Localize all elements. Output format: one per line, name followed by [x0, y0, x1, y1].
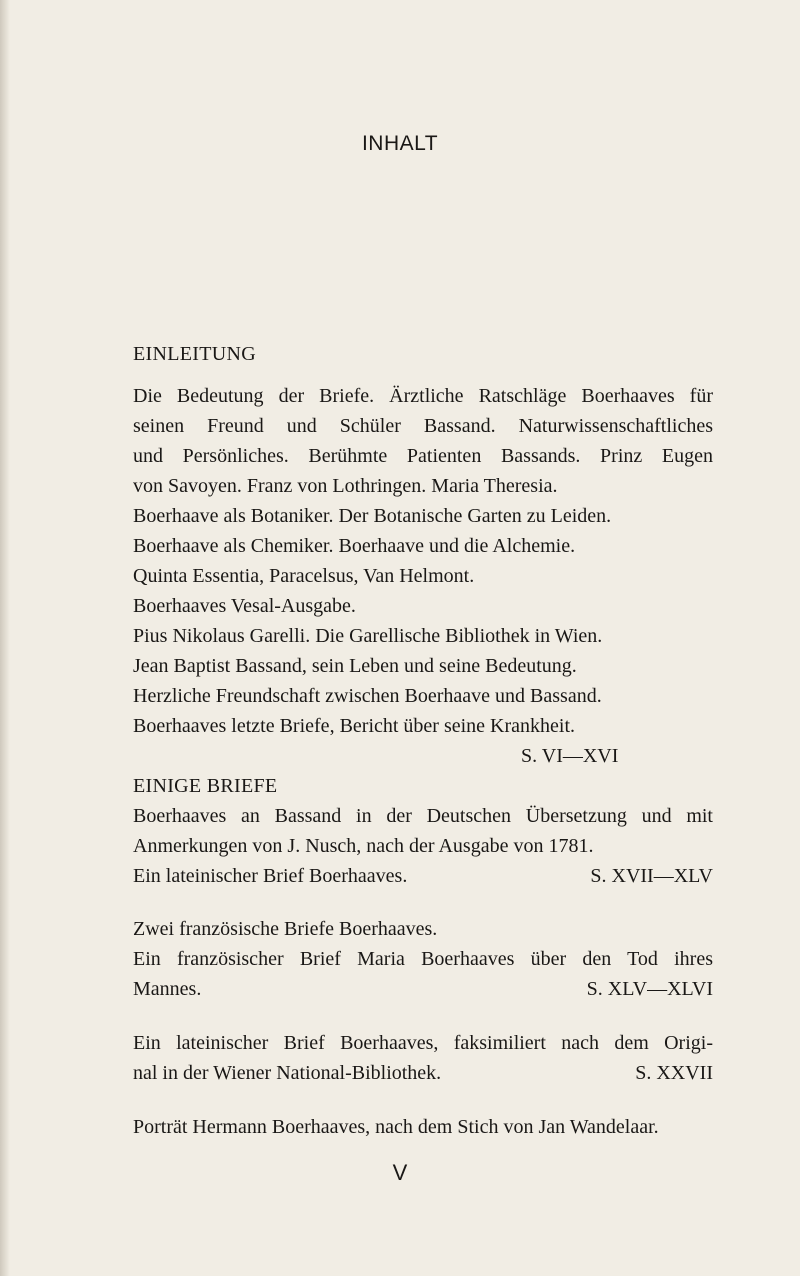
entry-facsimile-text: nal in der Wiener National-Bibliothek.	[133, 1062, 442, 1084]
entry-french-letters-text: Mannes.	[133, 978, 202, 1000]
einleitung-line-2: seinen Freund und Schüler Bassand. Naturwissenschaftliches	[133, 415, 713, 437]
entry-french-letters-pages: S. XLV—XLVI	[586, 978, 713, 1000]
section-heading-briefe: EINIGE BRIEFE	[133, 775, 278, 797]
page-folio: V	[392, 1160, 408, 1185]
page-gutter-shadow	[0, 0, 10, 1276]
einleitung-line-4: von Savoyen. Franz von Lothringen. Maria Theresia.	[133, 475, 558, 497]
einleitung-line-12: Boerhaaves letzte Briefe, Bericht über seine Krankheit.	[133, 715, 576, 737]
entry-french-letters-line-1: Zwei französische Briefe Boerhaaves.	[133, 918, 438, 940]
entry-facsimile-line-1: Ein lateinischer Brief Boerhaaves, faksimiliert nach dem Origi-	[133, 1032, 713, 1054]
einleitung-line-6: Boerhaave als Chemiker. Boerhaave und die Alchemie.	[133, 535, 576, 557]
briefe-line-2: Anmerkungen von J. Nusch, nach der Ausgabe von 1781.	[133, 835, 594, 857]
einleitung-line-5: Boerhaave als Botaniker. Der Botanische Garten zu Leiden.	[133, 505, 612, 527]
page-title: INHALT	[361, 132, 439, 155]
entry-facsimile-pages: S. XXVII	[635, 1062, 713, 1084]
entry-latin-letter-pages: S. XVII—XLV	[590, 865, 713, 887]
einleitung-page-range: S. VI—XVI	[521, 745, 619, 767]
entry-latin-letter	[133, 865, 713, 888]
briefe-line-1: Boerhaaves an Bassand in der Deutschen Übersetzung und mit	[133, 805, 713, 827]
entry-facsimile-line-2	[133, 1062, 713, 1085]
einleitung-line-8: Boerhaaves Vesal-Ausgabe.	[133, 595, 356, 617]
einleitung-line-9: Pius Nikolaus Garelli. Die Garellische Bibliothek in Wien.	[133, 625, 603, 647]
einleitung-line-11: Herzliche Freundschaft zwischen Boerhaave und Bassand.	[133, 685, 602, 707]
einleitung-line-10: Jean Baptist Bassand, sein Leben und seine Bedeutung.	[133, 655, 577, 677]
entry-french-letters-line-3	[133, 978, 713, 1001]
entry-latin-letter-text: Ein lateinischer Brief Boerhaaves.	[133, 865, 408, 887]
einleitung-line-7: Quinta Essentia, Paracelsus, Van Helmont.	[133, 565, 475, 587]
einleitung-line-1: Die Bedeutung der Briefe. Ärztliche Ratschläge Boerhaaves für	[133, 385, 713, 407]
entry-french-letters-line-2: Ein französischer Brief Maria Boerhaaves über den Tod ihres	[133, 948, 713, 970]
einleitung-line-3: und Persönliches. Berühmte Patienten Bassands. Prinz Eugen	[133, 445, 713, 467]
entry-portrait: Porträt Hermann Boerhaaves, nach dem Stich von Jan Wandelaar.	[133, 1116, 659, 1138]
section-heading-einleitung: EINLEITUNG	[133, 343, 256, 365]
